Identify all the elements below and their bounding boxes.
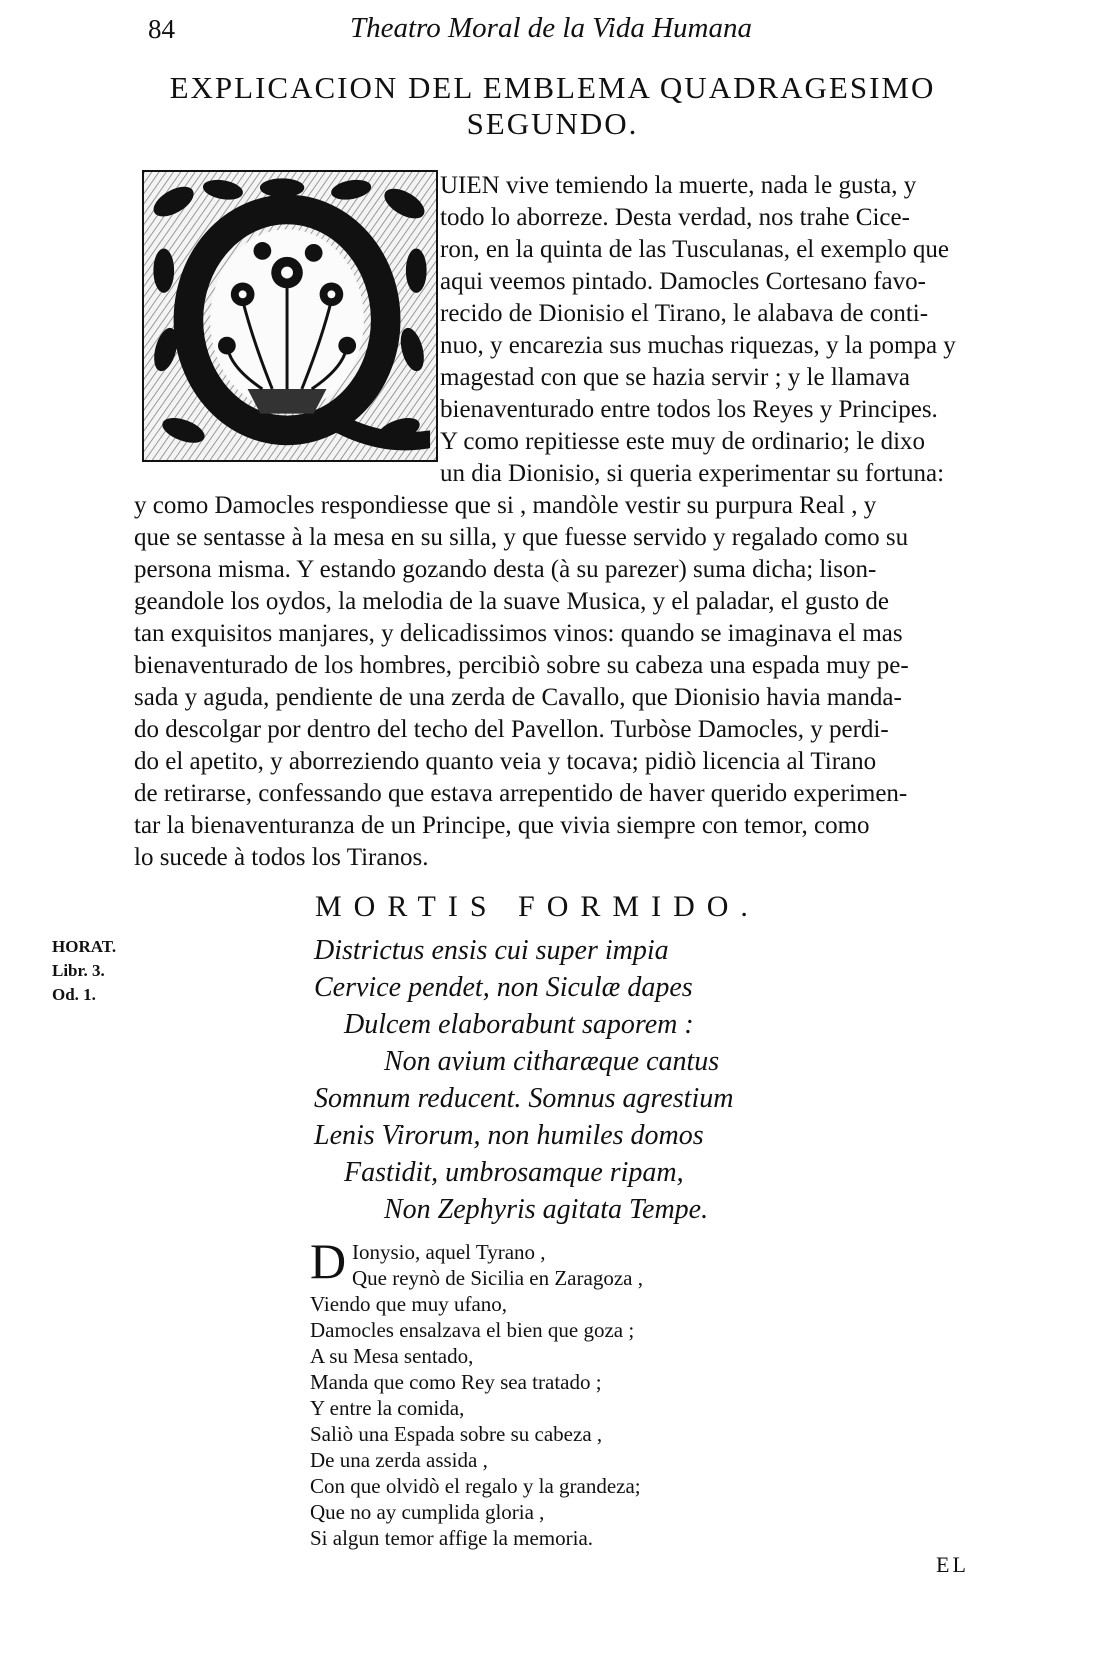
verse-line: Non avium citharæque cantus: [384, 1046, 720, 1077]
prose-line: UIEN vive temiendo la muerte, nada le gusta, y: [440, 172, 917, 199]
verse-line: Cervice pendet, non Siculæ dapes: [314, 972, 693, 1003]
margin-note-line: Libr. 3.: [52, 961, 105, 980]
stanza-line: Viendo que muy ufano,: [310, 1292, 508, 1316]
stanza-line: Que no ay cumplida gloria ,: [310, 1500, 545, 1524]
prose-line: sada y aguda, pendiente de una zerda de Cavallo, que Dionisio havia manda-: [134, 684, 902, 711]
poem-title: MORTIS FORMIDO.: [315, 890, 760, 923]
margin-note-line: Od. 1.: [52, 985, 96, 1004]
prose-line: do el apetito, y aborreziendo quanto veia y tocava; pidiò licencia al Tirano: [134, 748, 877, 775]
margin-note-line: HORAT.: [52, 937, 117, 956]
stanza-initial: D: [310, 1233, 347, 1289]
prose-line: persona misma. Y estando gozando desta (à su parezer) suma dicha; lison-: [134, 556, 877, 583]
prose-line: do descolgar por dentro del techo del Pavellon. Turbòse Damocles, y perdi-: [134, 716, 889, 743]
section-title: [0, 70, 1105, 142]
prose-line: aqui veemos pintado. Damocles Cortesano favo-: [440, 268, 926, 295]
prose-line: recido de Dionisio el Tirano, le alabava de conti-: [440, 300, 929, 327]
stanza-line: Si algun temor affige la memoria.: [310, 1526, 594, 1550]
prose-line: geandole los oydos, la melodia de la suave Musica, y el paladar, el gusto de: [134, 588, 890, 615]
verse-line: Fastidit, umbrosamque ripam,: [344, 1157, 684, 1188]
stanza-line: Saliò una Espada sobre su cabeza ,: [310, 1422, 603, 1446]
stanza-line: De una zerda assida ,: [310, 1448, 488, 1472]
prose-line: y como Damocles respondiesse que si , mandòle vestir su purpura Real , y: [134, 492, 877, 519]
floral-ornament-icon: [144, 172, 436, 460]
section-title-line-1: EXPLICACION DEL EMBLEMA QUADRAGESIMO: [169, 70, 936, 105]
source-margin-note: [52, 935, 116, 1007]
prose-line: tan exquisitos manjares, y delicadissimos vinos: quando se imaginava el mas: [134, 620, 903, 647]
stanza-line: Y entre la comida,: [310, 1396, 465, 1420]
prose-line: ron, en la quinta de las Tusculanas, el exemplo que: [440, 236, 949, 263]
page-number: 84: [148, 14, 175, 44]
prose-line: Y como repitiesse este muy de ordinario; le dixo: [440, 428, 926, 455]
section-title-line-2: SEGUNDO.: [466, 106, 639, 141]
stanza-line: Con que olvidò el regalo y la grandeza;: [310, 1474, 641, 1498]
prose-line: magestad con que se hazia servir ; y le llamava: [440, 364, 910, 391]
stanza-line: Ionysio, aquel Tyrano ,: [352, 1240, 546, 1264]
verse-line: Non Zephyris agitata Tempe.: [384, 1194, 709, 1225]
catchword: EL: [936, 1552, 969, 1577]
prose-line: bienaventurado de los hombres, percibiò sobre su cabeza una espada muy pe-: [134, 652, 909, 679]
verse-line: Lenis Virorum, non humiles domos: [314, 1120, 704, 1151]
stanza-line: Damocles ensalzava el bien que goza ;: [310, 1318, 635, 1342]
prose-line: lo sucede à todos los Tiranos.: [134, 844, 429, 871]
prose-line: todo lo aborreze. Desta verdad, nos trahe Cice-: [440, 204, 910, 231]
prose-line: tar la bienaventuranza de un Principe, que vivia siempre con temor, como: [134, 812, 870, 839]
prose-line: nuo, y encarezia sus muchas riquezas, y la pompa y: [440, 332, 956, 359]
decorated-initial: [142, 170, 438, 462]
stanza-line: Manda que como Rey sea tratado ;: [310, 1370, 602, 1394]
stanza-line: Que reynò de Sicilia en Zaragoza ,: [352, 1266, 643, 1290]
prose-line: un dia Dionisio, si queria experimentar su fortuna:: [440, 460, 945, 487]
running-head: Theatro Moral de la Vida Humana: [350, 12, 752, 44]
verse-line: Districtus ensis cui super impia: [314, 935, 669, 966]
prose-line: de retirarse, confessando que estava arrepentido de haver querido experimen-: [134, 780, 908, 807]
stanza-line: A su Mesa sentado,: [310, 1344, 474, 1368]
verse-line: Dulcem elaborabunt saporem :: [344, 1009, 694, 1040]
prose-line: bienaventurado entre todos los Reyes y Principes.: [440, 396, 938, 423]
verse-line: Somnum reducent. Somnus agrestium: [314, 1083, 734, 1114]
prose-line: que se sentasse à la mesa en su silla, y que fuesse servido y regalado como su: [134, 524, 909, 551]
